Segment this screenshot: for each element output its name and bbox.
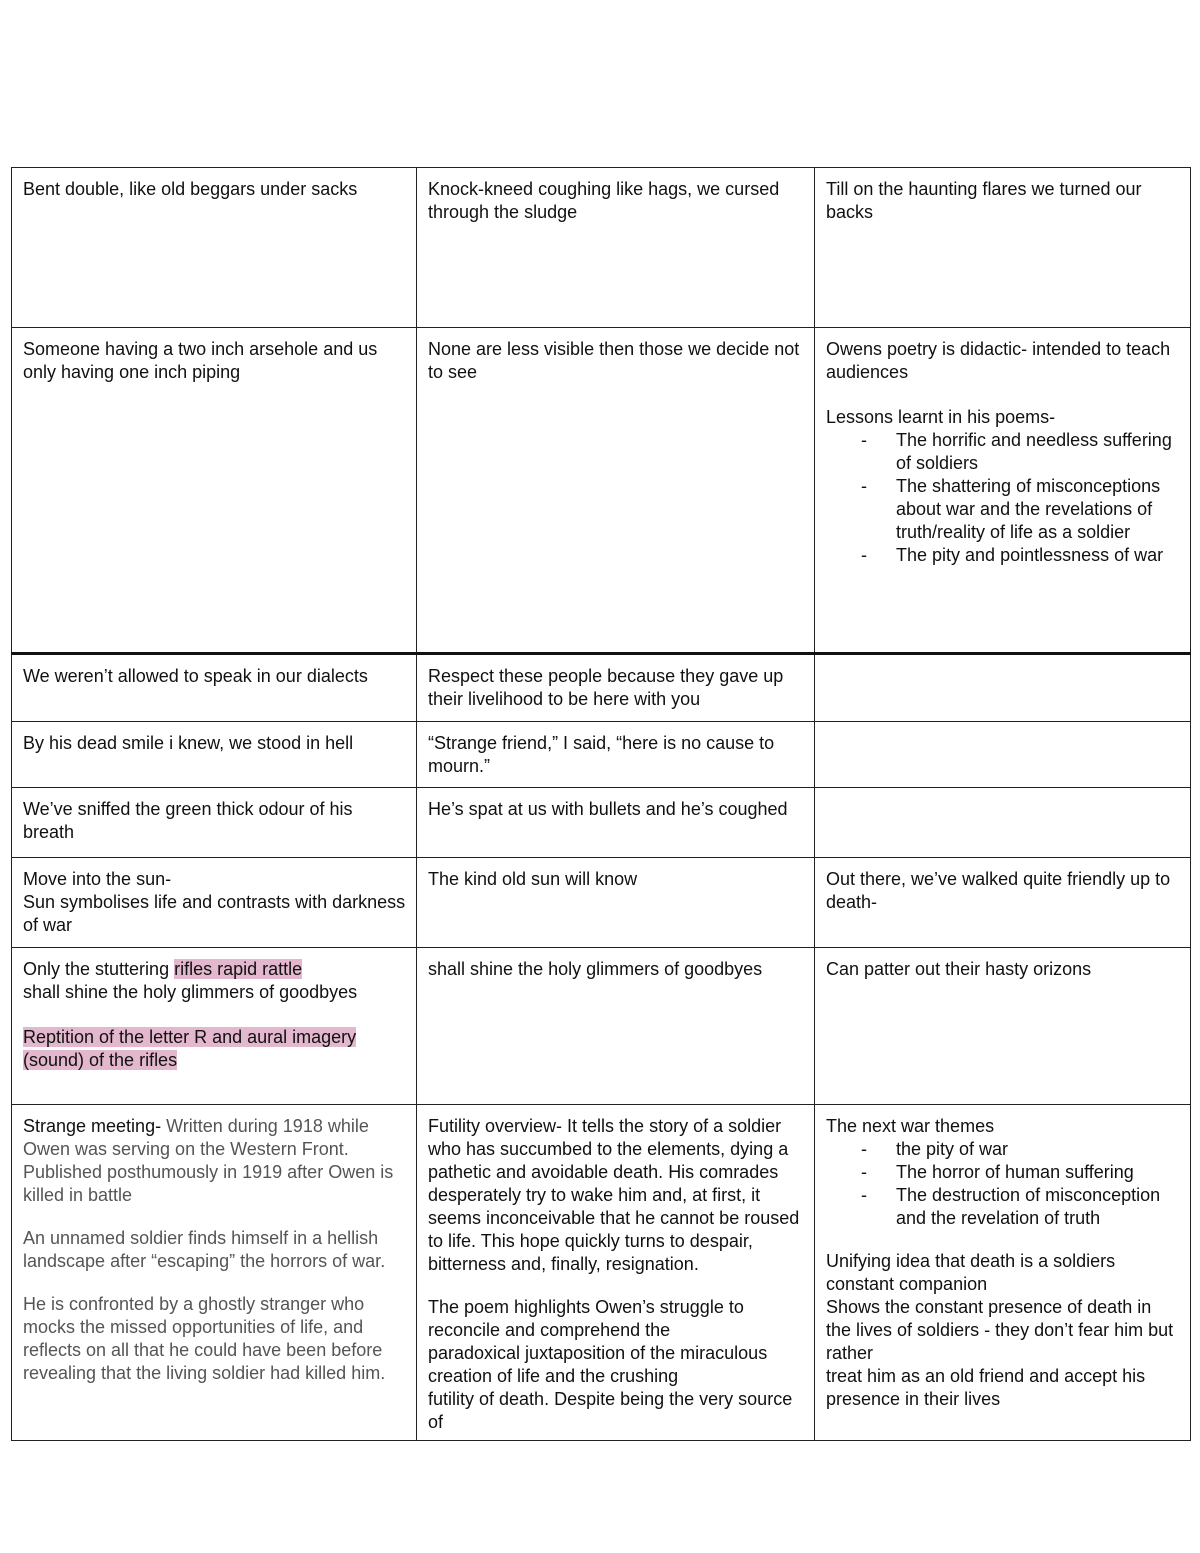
- paragraph: An unnamed soldier finds himself in a hellish landscape after “escaping” the horrors of war.: [23, 1228, 386, 1271]
- table-cell: By his dead smile i knew, we stood in hell: [12, 722, 417, 788]
- table-cell: He’s spat at us with bullets and he’s coughed: [417, 788, 815, 858]
- table-cell: [815, 788, 1191, 858]
- strange-meeting-title: Strange meeting-: [23, 1116, 162, 1136]
- table-cell: [417, 1105, 815, 1441]
- paragraph-line: Shows the constant presence of death in the lives of soldiers - they don’t fear him but rather: [826, 1297, 1174, 1363]
- paragraph-line: The poem highlights Owen’s struggle to: [428, 1297, 744, 1317]
- table-cell: None are less visible then those we decide not to see: [417, 328, 815, 654]
- list-item: - The horror of human suffering: [896, 1161, 1180, 1184]
- table-row: [12, 654, 1191, 722]
- table-cell: The kind old sun will know: [417, 858, 815, 948]
- table-cell: Respect these people because they gave up their livelihood to be here with you: [417, 654, 815, 722]
- highlighted-note: Reptition of the letter R and aural imagery (sound) of the rifles: [23, 1027, 357, 1070]
- futility-overview: Futility overview- It tells the story of a soldier who has succumbed to the elements, dying a pathetic and avoidable death. His comrades desperately try to wake him and, at first, it seems inconceivable that he cannot be roused to life. This hope quickly turns to despair, bitterness and, finally, resignation.: [428, 1116, 800, 1274]
- table-cell: [815, 328, 1191, 654]
- table-row: [12, 1105, 1191, 1441]
- paragraph: He is confronted by a ghostly stranger who mocks the missed opportunities of life, and reflects on all that he could have been before revealing that the living soldier had killed him.: [23, 1294, 386, 1383]
- cell-line: Sun symbolises life and contrasts with darkness of war: [23, 892, 406, 935]
- themes-heading: The next war themes: [826, 1116, 995, 1136]
- strange-meeting-summary: Strange meeting- Written during 1918 while Owen was serving on the Western Front. Published posthumously in 1919 after Owen is killed in battle: [23, 1116, 394, 1205]
- table-cell: Bent double, like old beggars under sacks: [12, 168, 417, 328]
- table-cell: [815, 654, 1191, 722]
- lessons-list: [826, 429, 1180, 567]
- quote-line: shall shine the holy glimmers of goodbyes: [23, 982, 358, 1002]
- table-cell: We weren’t allowed to speak in our dialects: [12, 654, 417, 722]
- table-cell: Can patter out their hasty orizons: [815, 948, 1191, 1105]
- didactic-intro: Owens poetry is didactic- intended to teach audiences: [826, 339, 1171, 382]
- quote-line: Only the stuttering rifles rapid rattle: [23, 959, 303, 979]
- table-row: [12, 328, 1191, 654]
- paragraph-line: creation of life and the crushing: [428, 1366, 679, 1386]
- themes-list: [826, 1138, 1180, 1230]
- table-row: [12, 948, 1191, 1105]
- table-cell: “Strange friend,” I said, “here is no cause to mourn.”: [417, 722, 815, 788]
- table-cell: Till on the haunting flares we turned our backs: [815, 168, 1191, 328]
- paragraph-line: constant companion: [826, 1274, 988, 1294]
- table-cell: [815, 1105, 1191, 1441]
- paragraph-line: futility of death. Despite being the very source of: [428, 1389, 793, 1432]
- table-cell: [815, 722, 1191, 788]
- list-item: - The pity and pointlessness of war: [896, 544, 1180, 567]
- list-item: - the pity of war: [896, 1138, 1180, 1161]
- cell-line: Move into the sun-: [23, 869, 172, 889]
- notes-table: [11, 167, 1191, 1441]
- paragraph-line: reconcile and comprehend the: [428, 1320, 671, 1340]
- lessons-heading: Lessons learnt in his poems-: [826, 407, 1056, 427]
- list-item: - The shattering of misconceptions about war and the revelations of truth/reality of life as a soldier: [896, 475, 1180, 544]
- table-row: [12, 722, 1191, 788]
- table-row: [12, 168, 1191, 328]
- paragraph-line: paradoxical juxtaposition of the miraculous: [428, 1343, 768, 1363]
- table-cell: [12, 1105, 417, 1441]
- table-cell: [12, 948, 417, 1105]
- table-cell: Knock-kneed coughing like hags, we cursed through the sludge: [417, 168, 815, 328]
- table-cell: shall shine the holy glimmers of goodbyes: [417, 948, 815, 1105]
- table-cell: [12, 858, 417, 948]
- paragraph-line: Unifying idea that death is a soldiers: [826, 1251, 1116, 1271]
- table-row: [12, 858, 1191, 948]
- list-item: - The horrific and needless suffering of soldiers: [896, 429, 1180, 475]
- paragraph-line: treat him as an old friend and accept his presence in their lives: [826, 1366, 1146, 1409]
- highlighted-phrase: rifles rapid rattle: [174, 959, 303, 979]
- table-cell: Someone having a two inch arsehole and us only having one inch piping: [12, 328, 417, 654]
- table-cell: Out there, we’ve walked quite friendly up to death-: [815, 858, 1191, 948]
- table-cell: We’ve sniffed the green thick odour of his breath: [12, 788, 417, 858]
- list-item: - The destruction of misconception and the revelation of truth: [896, 1184, 1180, 1230]
- table-row: [12, 788, 1191, 858]
